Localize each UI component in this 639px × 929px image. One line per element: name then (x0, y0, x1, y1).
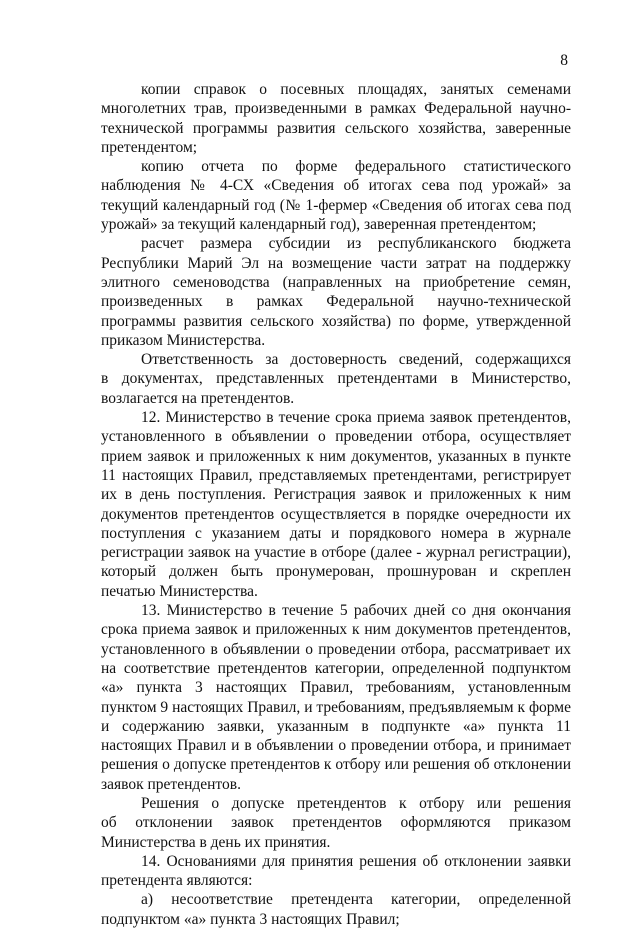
paragraph-first-line: Ответственность за достоверность сведений, содержащихся (141, 351, 571, 369)
paragraph-responsibility (101, 350, 571, 408)
paragraph-subsidy-calculation (101, 234, 571, 350)
paragraph-continuation: Республики Марий Эл на возмещение части затрат на поддержку элитного семеноводства (направленных на приобретение семян, произведенных в рамках Федеральной научно-технической программы развития сельского хозяйства) по форме, утвержденной приказом Министерства. (101, 254, 571, 349)
paragraph-statistics-report (101, 157, 571, 234)
paragraph-clause-13 (101, 601, 571, 794)
paragraph-continuation: подпунктом «а» пункта 3 настоящих Правил; (101, 910, 400, 928)
paragraph-first-line: копии справок о посевных площадях, занятых семенами (141, 81, 571, 98)
paragraph-clause-12 (101, 408, 571, 601)
paragraph-clause-14 (101, 852, 571, 891)
paragraph-continuation: наблюдения № 4-СХ «Сведения об итогах сева под урожай» за текущий календарный год (№ 1-фермер «Сведения об итогах сева под урожай» за текущий календарный год), заверенная претендентом; (101, 177, 571, 234)
paragraph-continuation: в документах, представленных претендентами в Министерство, возлагается на претендентов. (101, 370, 571, 407)
paragraph-continuation: претендента являются: (101, 872, 253, 890)
paragraph-clause-14-a (101, 890, 571, 929)
paragraph-first-line: 13. Министерство в течение 5 рабочих дней со дня окончания (141, 602, 571, 620)
paragraph-first-line: 12. Министерство в течение срока приема заявок претендентов, (141, 409, 571, 427)
page-number: 8 (560, 52, 568, 69)
paragraph-first-line: расчет размера субсидии из республиканского бюджета (141, 235, 571, 253)
paragraph-continuation: многолетних трав, произведенными в рамках Федеральной научно-технической программы развития сельского хозяйства, заверенные претендентом; (101, 100, 571, 156)
paragraph-continuation: об отклонении заявок претендентов оформляются приказом Министерства в день их принятия. (101, 814, 571, 851)
paragraph-decisions (101, 794, 571, 852)
paragraph-first-line: 14. Основаниями для принятия решения об отклонении заявки (141, 852, 571, 870)
paragraph-continuation: установленного в объявлении о проведении отбора, осуществляет прием заявок и приложенных к ним документов, указанных в пункте 11 настоящих Правил, представляемых претендентами, регистрирует их в день поступления. Регистрация заявок и приложенных к ним документов претендентов осуществляется в порядке очередности их поступления с указанием даты и порядкового номера в журнале регистрации заявок на участие в отборе (далее - журнал регистрации), который должен быть пронумерован, прошнурован и скреплен печатью Министерства. (101, 428, 571, 600)
paragraph-first-line: Решения о допуске претендентов к отбору или решения (141, 794, 571, 812)
paragraph-continuation: срока приема заявок и приложенных к ним документов претендентов, установленного в объявлении о проведении отбора, рассматривает их на соответствие претендентов категории, определенной подпунктом «а» пункта 3 настоящих Правил, требованиям, установленным пунктом 9 настоящих Правил, и требованиям, предъявляемым к форме и содержанию заявки, указанным в подпункте «а» пункта 11 настоящих Правил и в объявлении о проведении отбора, и принимает решения о допуске претендентов к отбору или решения об отклонении заявок претендентов. (101, 621, 571, 793)
document-body (101, 80, 571, 929)
paragraph-seed-certificates (101, 80, 571, 157)
paragraph-first-line: а) несоответствие претендента категории, определенной (141, 891, 571, 909)
paragraph-first-line: копию отчета по форме федерального статистического (141, 158, 571, 176)
